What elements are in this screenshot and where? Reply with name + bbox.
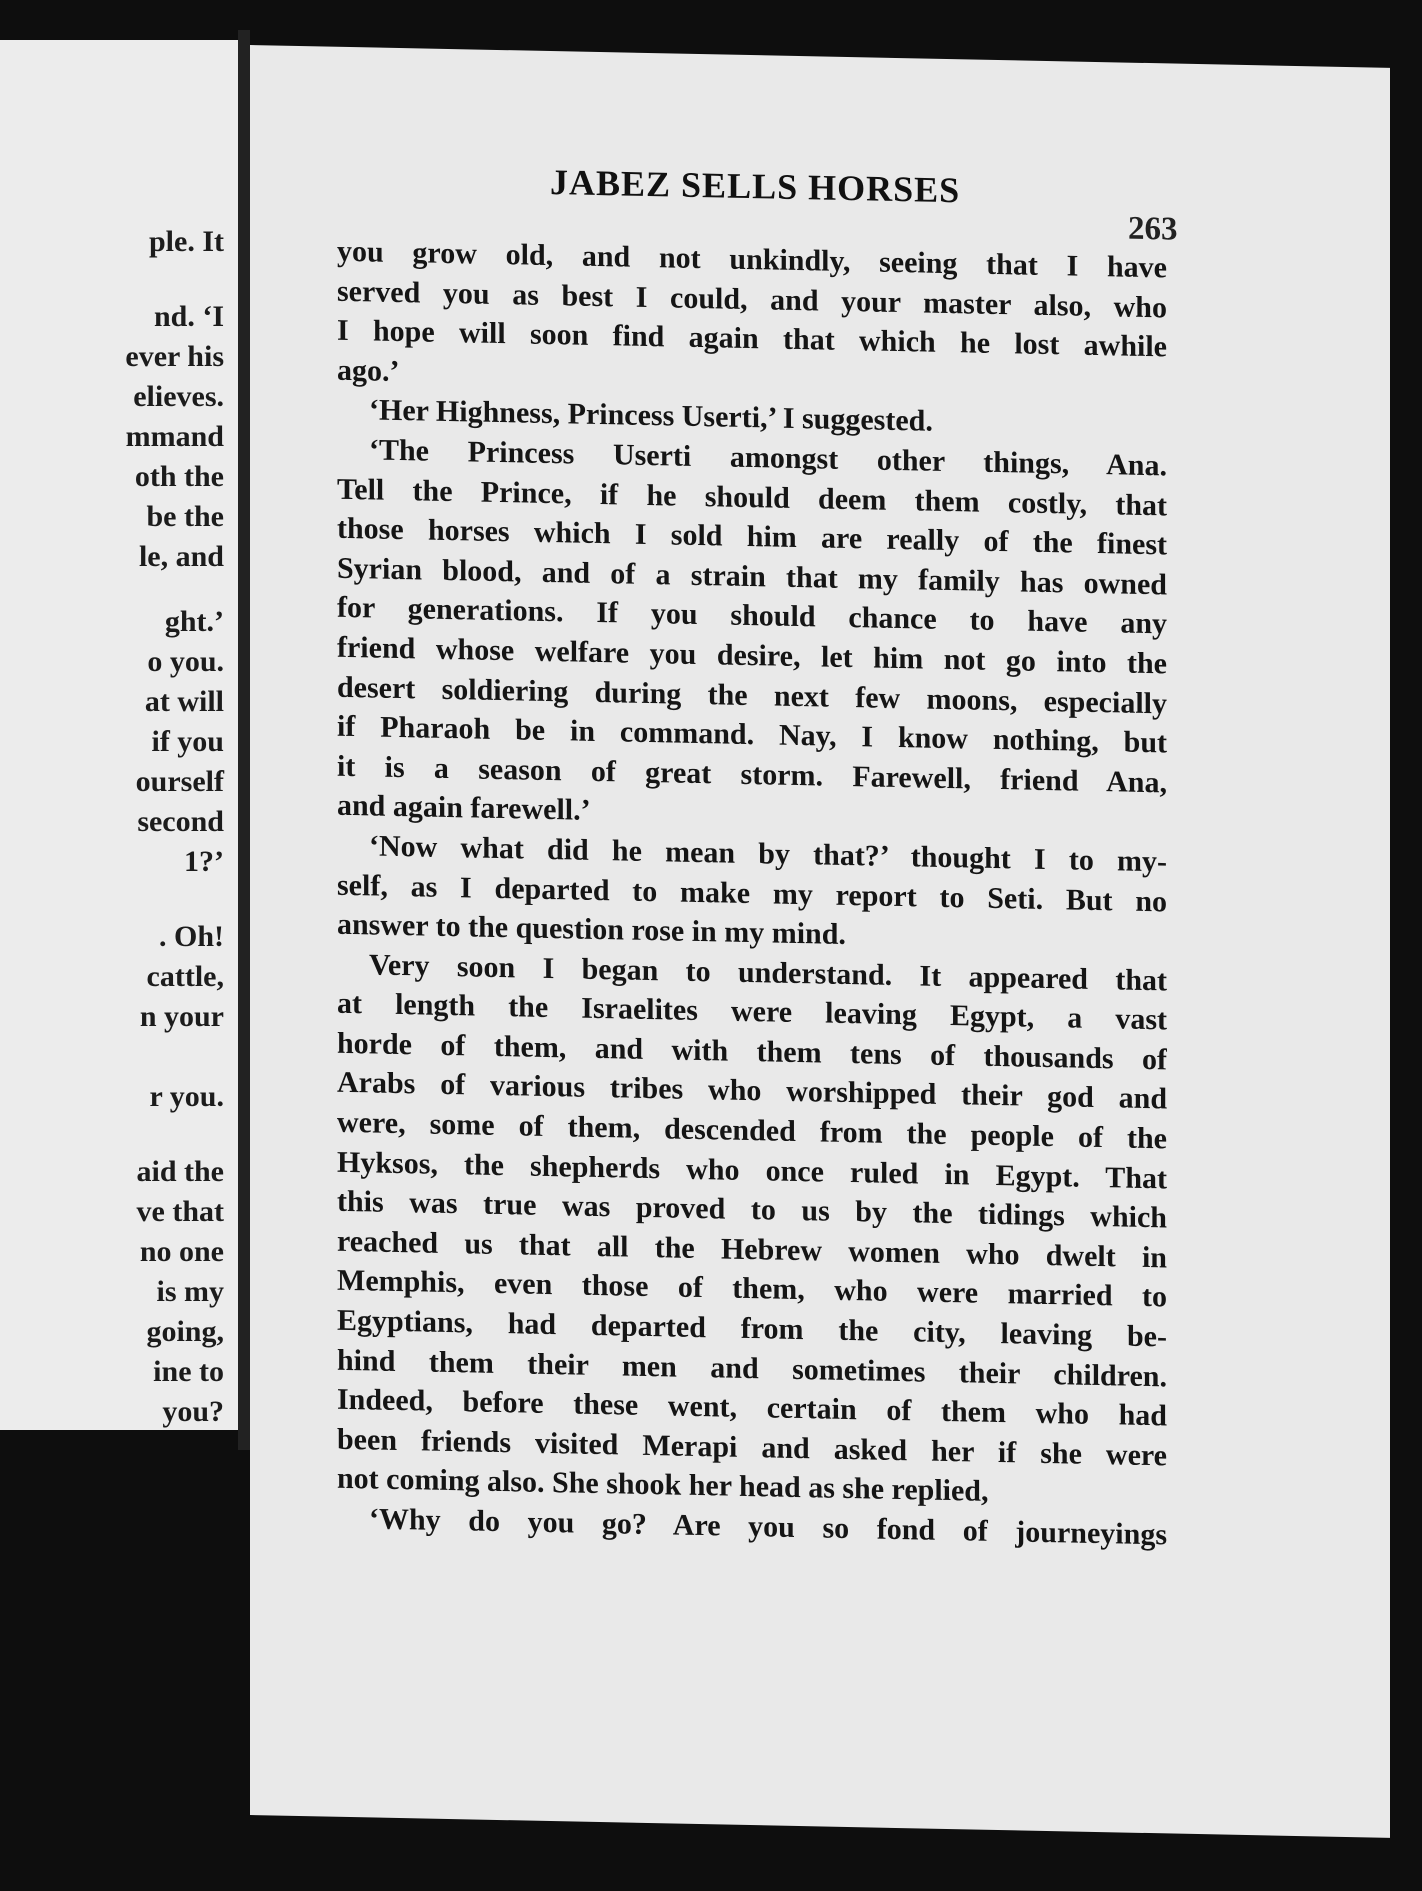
- text-line: Hyksos, the shepherds who once ruled in Egypt. That: [337, 1145, 1167, 1196]
- left-page-line: at will: [144, 685, 224, 718]
- left-page-line: second: [137, 805, 224, 838]
- text-line: horde of them, and with them tens of thousands of: [337, 1026, 1167, 1077]
- text-line: Egyptians, had departed from the city, leaving be-: [337, 1303, 1167, 1354]
- text-line: ‘The Princess Userti amongst other things, Ana.: [369, 433, 1167, 483]
- text-line: you grow old, and not unkindly, seeing that I have: [337, 234, 1167, 285]
- left-page-line: ght.’: [164, 605, 224, 638]
- left-page-line: . Oh!: [158, 920, 224, 953]
- left-page-line: o you.: [147, 645, 224, 678]
- text-line: desert soldiering during the next few moons, especially: [337, 670, 1167, 720]
- left-page-line: be the: [146, 500, 224, 533]
- text-line: self, as I departed to make my report to Seti. But no: [337, 868, 1167, 918]
- body-text: [337, 232, 1167, 1555]
- text-line: at length the Israelites were leaving Egypt, a vast: [337, 987, 1167, 1037]
- left-page-line: nd. ‘I: [153, 300, 224, 333]
- left-page-line: aid the: [136, 1155, 224, 1188]
- left-page-line: oth the: [134, 460, 224, 493]
- text-line: Memphis, even those of them, who were married to: [337, 1264, 1167, 1314]
- text-line: hind them their men and sometimes their children.: [337, 1343, 1167, 1394]
- text-line: those horses which I sold him are really of the finest: [337, 511, 1167, 562]
- left-page-line: r you.: [149, 1080, 224, 1113]
- left-page-line: mmand: [125, 420, 224, 453]
- text-line: ‘Now what did he mean by that?’ thought I to my-: [369, 829, 1167, 879]
- text-line: not coming also. She shook her head as she replied,: [337, 1462, 989, 1509]
- left-page-line: ple. It: [149, 225, 224, 258]
- left-page-line: no one: [139, 1235, 224, 1268]
- text-line: reached us that all the Hebrew women who dwelt in: [337, 1224, 1167, 1275]
- left-page-line: cattle,: [146, 960, 224, 993]
- left-page-line: 1?’: [184, 845, 224, 878]
- text-line: if Pharaoh be in command. Nay, I know nothing, but: [337, 709, 1167, 760]
- left-page-line: you?: [162, 1395, 224, 1428]
- left-page-line: le, and: [138, 540, 224, 573]
- text-line: friend whose welfare you desire, let him not go into the: [337, 630, 1167, 681]
- left-page-line: ourself: [135, 765, 224, 798]
- left-page-line: ine to: [153, 1355, 224, 1388]
- text-line: this was true was proved to us by the tidings which: [337, 1184, 1167, 1235]
- left-page-line: elieves.: [133, 380, 224, 413]
- text-line: were, some of them, descended from the people of the: [337, 1105, 1167, 1156]
- left-page-line: n your: [139, 1000, 224, 1033]
- page-number: 263: [1128, 210, 1178, 248]
- left-page-line: ever his: [125, 340, 224, 373]
- left-page-line: ve that: [136, 1195, 224, 1228]
- left-page: [0, 40, 241, 1430]
- text-line: Indeed, before these went, certain of them who had: [337, 1382, 1167, 1433]
- text-line: Tell the Prince, if he should deem them costly, that: [337, 472, 1167, 522]
- text-line: served you as best I could, and your master also, who: [337, 274, 1167, 325]
- text-line: Arabs of various tribes who worshipped their god and: [337, 1066, 1167, 1116]
- text-line: ago.’: [337, 353, 400, 388]
- left-page-line: going,: [146, 1315, 224, 1348]
- text-line: been friends visited Merapi and asked her if she were: [337, 1422, 1167, 1473]
- text-line: and again farewell.’: [337, 789, 591, 828]
- book-gutter: [238, 30, 250, 1450]
- text-line: Very soon I began to understand. It appeared that: [369, 948, 1167, 998]
- text-line: ‘Her Highness, Princess Userti,’ I suggested.: [369, 393, 933, 439]
- left-page-line: is my: [156, 1275, 224, 1308]
- right-page: [250, 45, 1390, 1838]
- text-line: it is a season of great storm. Farewell, friend Ana,: [337, 749, 1167, 800]
- text-line: for generations. If you should chance to have any: [337, 591, 1167, 641]
- text-line: Syrian blood, and of a strain that my family has owned: [337, 551, 1167, 602]
- left-page-line: if you: [151, 725, 224, 758]
- text-line: answer to the question rose in my mind.: [337, 907, 846, 952]
- text-line: I hope will soon find again that which he lost awhile: [337, 313, 1167, 364]
- text-line: ‘Why do you go? Are you so fond of journeyings: [369, 1502, 1167, 1552]
- running-head: JABEZ SELLS HORSES: [550, 162, 961, 211]
